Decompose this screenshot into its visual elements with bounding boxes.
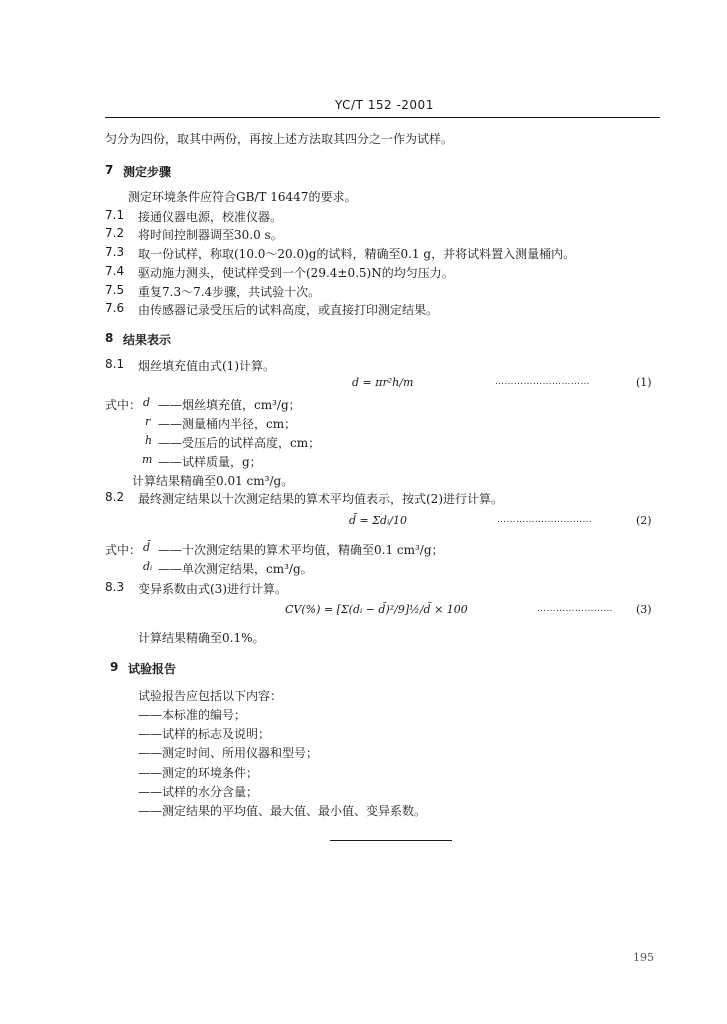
variable-desc: ——测量桶内半径，cm； [158,417,297,431]
clause-8-1-text: 烟丝填充值由式(1)计算。 [138,359,275,373]
leader-dots: …………………… [537,604,613,614]
clause-8-2-number: 8.2 [105,490,125,504]
report-item: ——试样的水分含量； [138,785,259,799]
end-rule [330,840,452,841]
section-7-intro: 测定环境条件应符合GB/T 16447的要求。 [128,190,357,204]
equation-number-2: (2) [636,514,652,527]
item-text: 由传感器记录受压后的试料高度，或直接打印测定结果。 [138,303,439,317]
report-item: ——试样的标志及说明； [138,727,271,741]
formula-2: d̄ = Σdᵢ/10 [349,514,407,527]
variable-symbol: d [143,396,151,409]
intro-line: 匀分为四份，取其中两份，再按上述方法取其四分之一作为试样。 [105,132,454,146]
where-label: 式中： [105,543,142,557]
formula-3: CV(%) = [Σ(dᵢ − d̄)²/9]½/d̄ × 100 [285,603,468,616]
header-rule [105,117,660,118]
section-7-title: 测定步骤 [123,165,172,179]
variable-symbol: r [145,415,151,428]
section-8-number: 8 [105,331,114,345]
variable-symbol: d̄ [143,541,151,554]
variable-desc: ——十次测定结果的算术平均值，精确至0.1 cm³/g； [158,543,444,557]
section-8-title: 结果表示 [123,333,172,347]
leader-dots: ………………………… [497,515,592,525]
precision-8-1: 计算结果精确至0.01 cm³/g。 [132,474,294,488]
report-item: ——本标准的编号； [138,708,247,722]
variable-symbol: m [142,453,153,466]
variable-desc: ——受压后的试样高度，cm； [158,436,321,450]
item-text: 驱动施力测头，使试样受到一个(29.4±0.5)N的均匀压力。 [138,266,454,280]
item-number: 7.6 [105,301,125,315]
clause-8-1-number: 8.1 [105,357,125,371]
precision-8-3: 计算结果精确至0.1%。 [138,631,265,645]
variable-desc: ——试样质量，g； [158,455,262,469]
clause-8-2-text: 最终测定结果以十次测定结果的算术平均值表示，按式(2)进行计算。 [138,492,504,506]
section-9-number: 9 [110,660,119,674]
variable-desc: ——烟丝填充值，cm³/g； [158,398,301,412]
equation-number-3: (3) [636,603,652,616]
formula-1: d = πr²h/m [352,376,414,389]
item-text: 将时间控制器调至30.0 s。 [138,228,283,242]
item-number: 7.1 [105,208,125,222]
page-number: 195 [633,951,654,964]
item-number: 7.4 [105,264,125,278]
standard-code: YC/T 152 -2001 [335,98,434,112]
section-7-number: 7 [105,163,114,177]
report-item: ——测定结果的平均值、最大值、最小值、变异系数。 [138,804,427,818]
variable-symbol: h [145,434,153,447]
item-number: 7.3 [105,245,125,259]
leader-dots: ………………………… [495,377,590,387]
where-label: 式中： [105,398,142,412]
item-number: 7.2 [105,226,125,240]
variable-desc: ——单次测定结果，cm³/g。 [158,562,313,576]
item-number: 7.5 [105,283,125,297]
variable-symbol: dᵢ [143,560,153,573]
clause-8-3-number: 8.3 [105,580,125,594]
section-9-intro: 试验报告应包括以下内容： [138,689,283,703]
item-text: 接通仪器电源，校准仪器。 [138,210,283,224]
clause-8-3-text: 变异系数由式(3)进行计算。 [138,582,287,596]
equation-number-1: (1) [636,376,652,389]
section-9-title: 试验报告 [128,662,177,676]
item-text: 取一份试样，称取(10.0～20.0)g的试料，精确至0.1 g，并将试料置入测量桶内。 [138,247,576,261]
report-item: ——测定时间、所用仪器和型号； [138,746,319,760]
item-text: 重复7.3～7.4步骤，共试验十次。 [138,285,321,299]
report-item: ——测定的环境条件； [138,766,259,780]
